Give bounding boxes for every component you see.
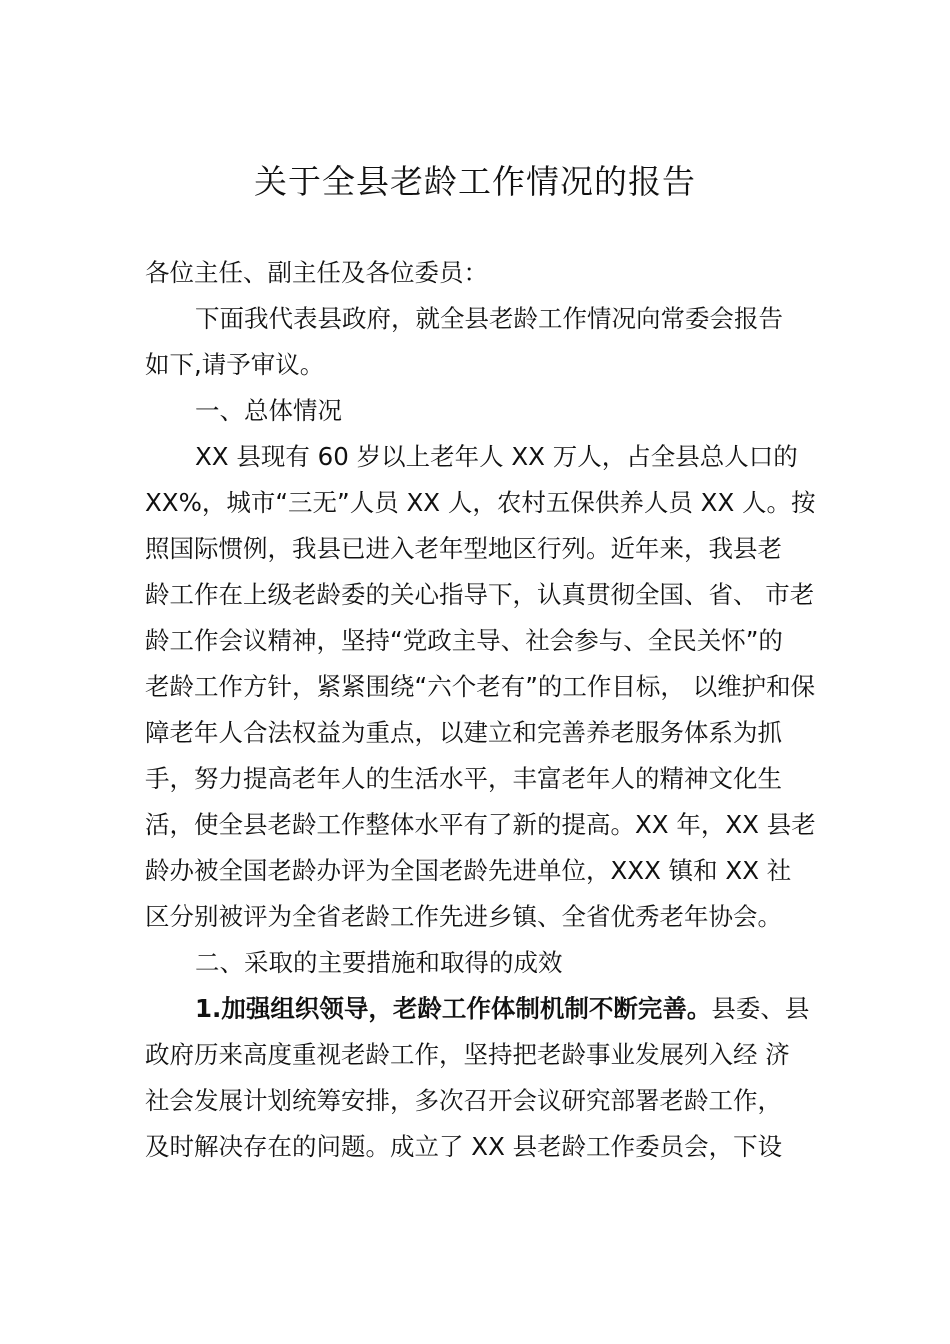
overview-line: 区分别被评为全省老龄工作先进乡镇、全省优秀老年协会。 (145, 902, 782, 931)
overview-line: 照国际惯例，我县已进入老年型地区行列。近年来，我县老 (145, 534, 782, 563)
intro-line: 如下,请予审议。 (145, 350, 325, 379)
measure-1-line: 及时解决存在的问题。成立了 XX 县老龄工作委员会，下设 (145, 1132, 783, 1161)
overview-line: 龄办被全国老龄办评为全国老龄先进单位，XXX 镇和 XX 社 (145, 856, 792, 885)
section-heading-measures: 二、采取的主要措施和取得的成效 (195, 948, 563, 977)
overview-line: 活，使全县老龄工作整体水平有了新的提高。XX 年，XX 县老 (145, 810, 816, 839)
overview-line: 老龄工作方针，紧紧围绕“六个老有”的工作目标， 以维护和保 (145, 672, 816, 701)
overview-line: 龄工作会议精神，坚持“党政主导、社会参与、全民关怀”的 (145, 626, 783, 655)
measure-1-text: 县委、县 (711, 994, 810, 1023)
overview-line: XX 县现有 60 岁以上老年人 XX 万人，占全县总人口的 (195, 442, 798, 471)
measure-1-first-line (145, 986, 825, 1032)
intro-line: 下面我代表县政府，就全县老龄工作情况向常委会报告 (195, 304, 783, 333)
section-heading-overview: 一、总体情况 (195, 396, 342, 425)
salutation: 各位主任、副主任及各位委员： (145, 258, 488, 287)
overview-line: 龄工作在上级老龄委的关心指导下，认真贯彻全国、省、 市老 (145, 580, 815, 609)
measure-1-line: 政府历来高度重视老龄工作，坚持把老龄事业发展列入经 济 (145, 1040, 790, 1069)
measure-1-line: 社会发展计划统筹安排，多次召开会议研究部署老龄工作， (145, 1086, 782, 1115)
overview-line: 障老年人合法权益为重点，以建立和完善养老服务体系为抓 (145, 718, 782, 747)
document-title: 关于全县老龄工作情况的报告 (254, 162, 696, 201)
measure-1-heading: 1.加强组织领导，老龄工作体制机制不断完善。 (195, 994, 712, 1023)
document-body (145, 250, 825, 1170)
overview-line: 手，努力提高老年人的生活水平，丰富老年人的精神文化生 (145, 764, 782, 793)
overview-line: XX%，城市“三无”人员 XX 人，农村五保供养人员 XX 人。按 (145, 488, 816, 517)
